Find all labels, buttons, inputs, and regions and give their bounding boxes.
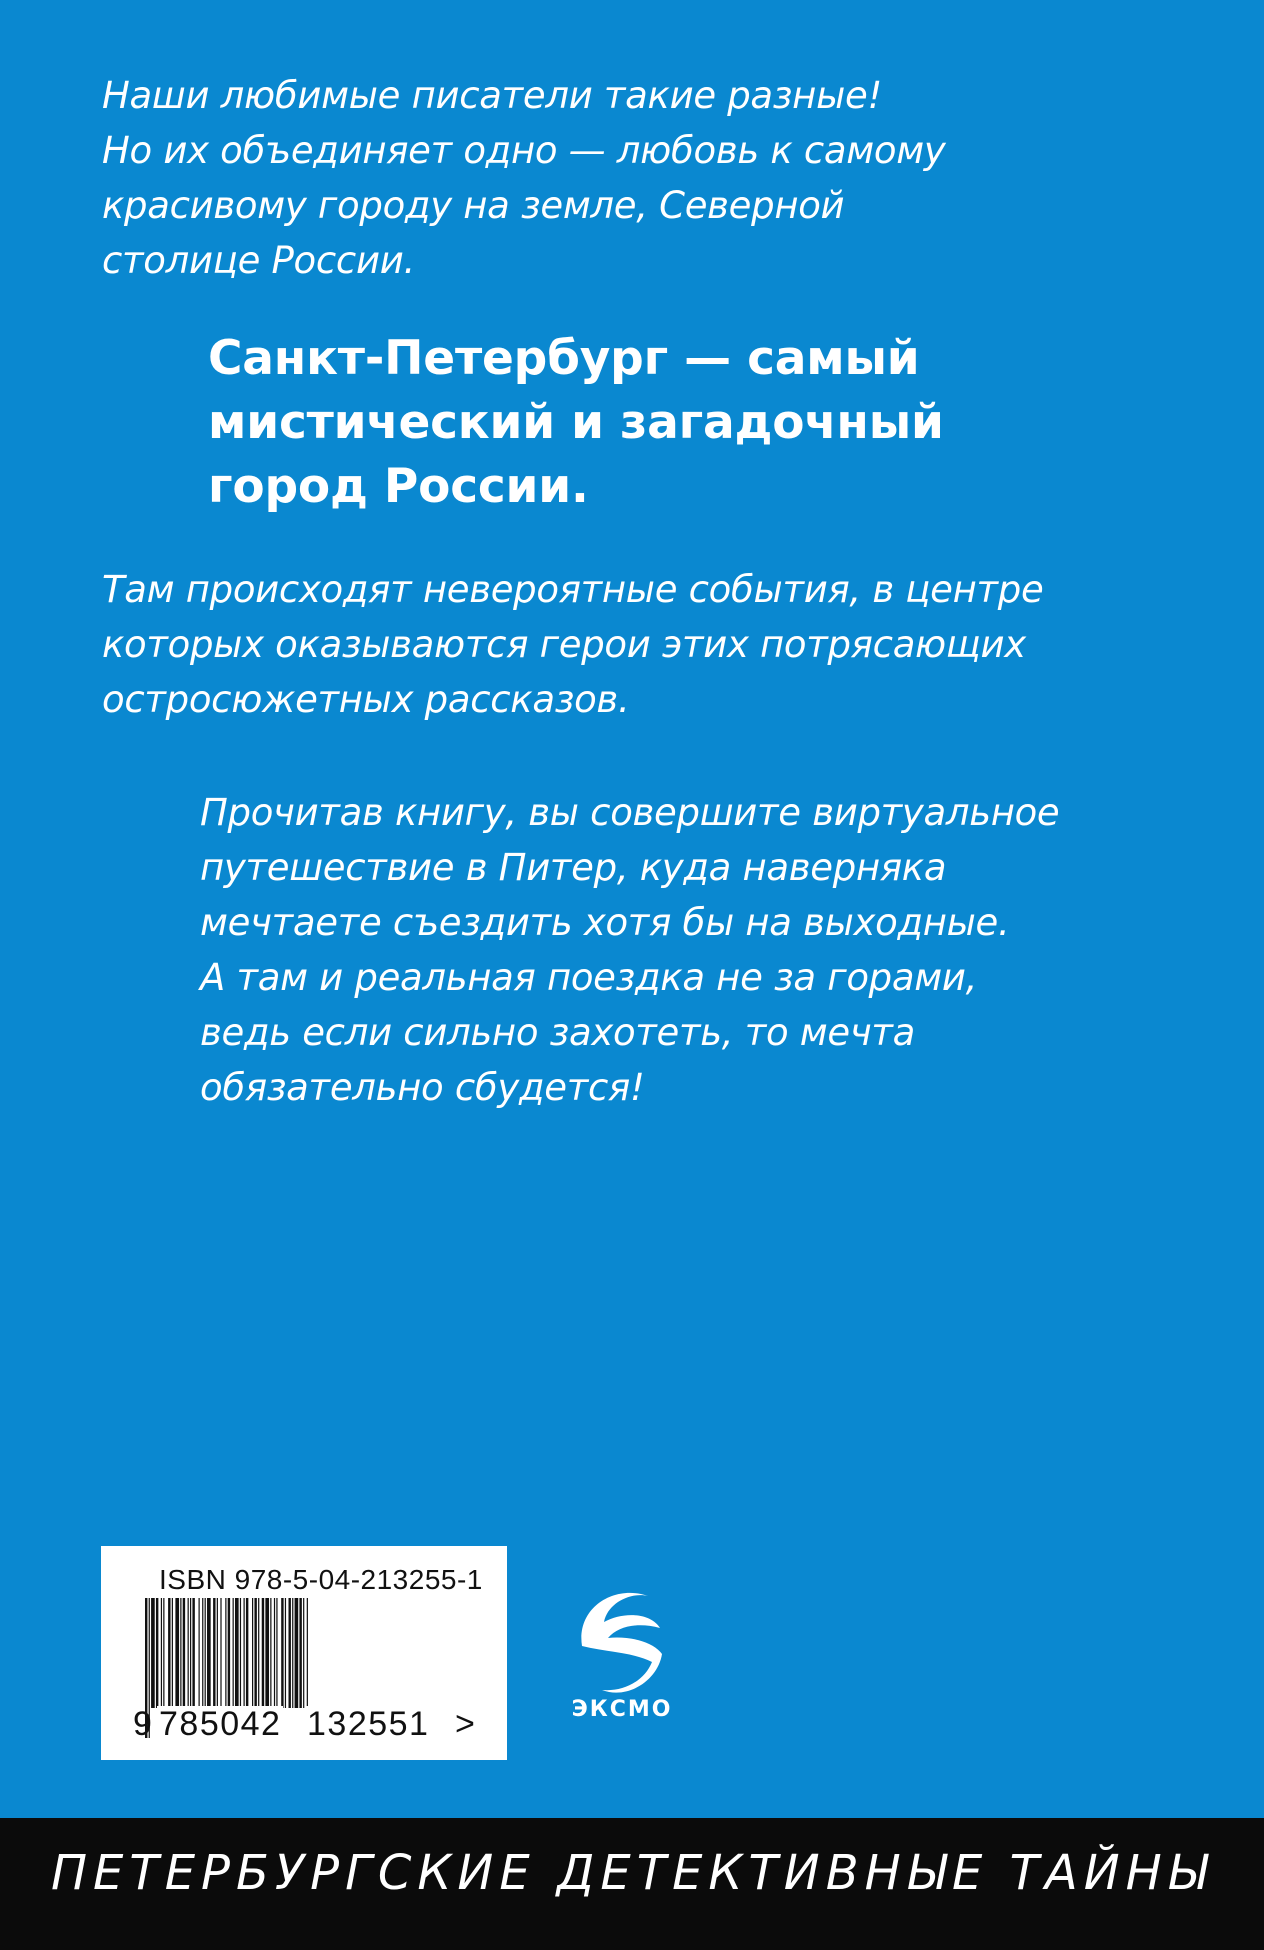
barcode-bar	[207, 1598, 211, 1708]
barcode-bar	[151, 1598, 155, 1708]
barcode-bar	[254, 1598, 256, 1708]
barcode-bar	[192, 1598, 194, 1708]
headline-line: город России.	[208, 459, 589, 514]
barcode-bar	[246, 1598, 248, 1708]
travel-line: А там и реальная поездка не за горами,	[200, 956, 978, 999]
travel-line: ведь если сильно захотеть, то мечта	[200, 1011, 916, 1054]
travel-paragraph	[200, 785, 1059, 1115]
barcode-bar	[265, 1598, 269, 1708]
barcode-bar	[285, 1598, 286, 1708]
intro-line: красивому городу на земле, Северной	[102, 184, 845, 227]
barcode-bar	[180, 1598, 181, 1708]
travel-line: обязательно сбудется!	[200, 1066, 645, 1109]
eksmo-logo-icon	[562, 1578, 682, 1708]
barcode-bar	[202, 1598, 203, 1708]
barcode-bar	[199, 1598, 200, 1708]
barcode-bar	[276, 1598, 277, 1708]
barcode-bar	[270, 1598, 271, 1708]
barcode-bar	[295, 1598, 299, 1708]
barcode-bar	[235, 1598, 239, 1708]
barcode-bar	[252, 1598, 253, 1708]
headline-line: мистический и загадочный	[208, 395, 944, 450]
events-line: которых оказываются герои этих потрясающих	[102, 623, 1026, 666]
intro-line: Наши любимые писатели такие разные!	[102, 74, 882, 117]
events-paragraph	[102, 562, 1043, 727]
barcode-bar	[188, 1598, 189, 1708]
barcode-bar	[205, 1598, 206, 1708]
barcode-arrow: >	[455, 1705, 475, 1743]
barcode-bar	[183, 1598, 185, 1708]
barcode-bar	[281, 1598, 283, 1708]
travel-line: Прочитав книгу, вы совершите виртуальное	[200, 791, 1060, 834]
barcode-block	[101, 1546, 507, 1760]
headline	[208, 327, 944, 519]
barcode-bar	[163, 1598, 164, 1708]
barcode-bar	[262, 1598, 264, 1708]
barcode-digits-right: 132551	[307, 1705, 430, 1743]
intro-line: столице России.	[102, 239, 415, 282]
barcode-bar	[292, 1598, 293, 1708]
barcode-bar	[156, 1598, 158, 1708]
travel-line: путешествие в Питер, куда наверняка	[200, 846, 947, 889]
series-band	[0, 1818, 1264, 1950]
barcode-bar	[168, 1598, 170, 1708]
barcode-bar	[244, 1598, 245, 1708]
barcode-bar	[217, 1598, 218, 1708]
barcode-bar	[172, 1598, 173, 1708]
events-line: остросюжетных рассказов.	[102, 678, 630, 721]
series-title: ПЕТЕРБУРГСКИЕ ДЕТЕКТИВНЫЕ ТАЙНЫ	[50, 1845, 1214, 1901]
intro-paragraph	[102, 68, 945, 288]
barcode-bar	[274, 1598, 275, 1708]
barcode-bar	[233, 1598, 234, 1708]
barcode-bar	[225, 1598, 226, 1708]
barcode-bar	[220, 1598, 221, 1708]
barcode-bar	[299, 1598, 301, 1708]
barcode-bar	[175, 1598, 179, 1708]
barcode-digit-first: 9	[133, 1705, 152, 1743]
barcode-bar	[190, 1598, 191, 1708]
intro-line: Но их объединяет одно — любовь к самому	[102, 129, 946, 172]
barcode-bar	[303, 1598, 304, 1708]
publisher-name: ЭКСМО	[571, 1697, 673, 1722]
events-line: Там происходят невероятные события, в центре	[102, 568, 1044, 611]
travel-line: мечтаете съездить хотя бы на выходные.	[200, 901, 1010, 944]
headline-line: Санкт-Петербург — самый	[208, 331, 920, 386]
barcode-bar	[213, 1598, 215, 1708]
isbn-label: ISBN 978-5-04-213255-1	[159, 1564, 483, 1595]
barcode-digits-left: 785042	[159, 1705, 282, 1743]
barcode-bar	[258, 1598, 259, 1708]
barcode-bar	[288, 1598, 290, 1708]
barcode-bar	[161, 1598, 162, 1708]
barcode-bar	[240, 1598, 241, 1708]
